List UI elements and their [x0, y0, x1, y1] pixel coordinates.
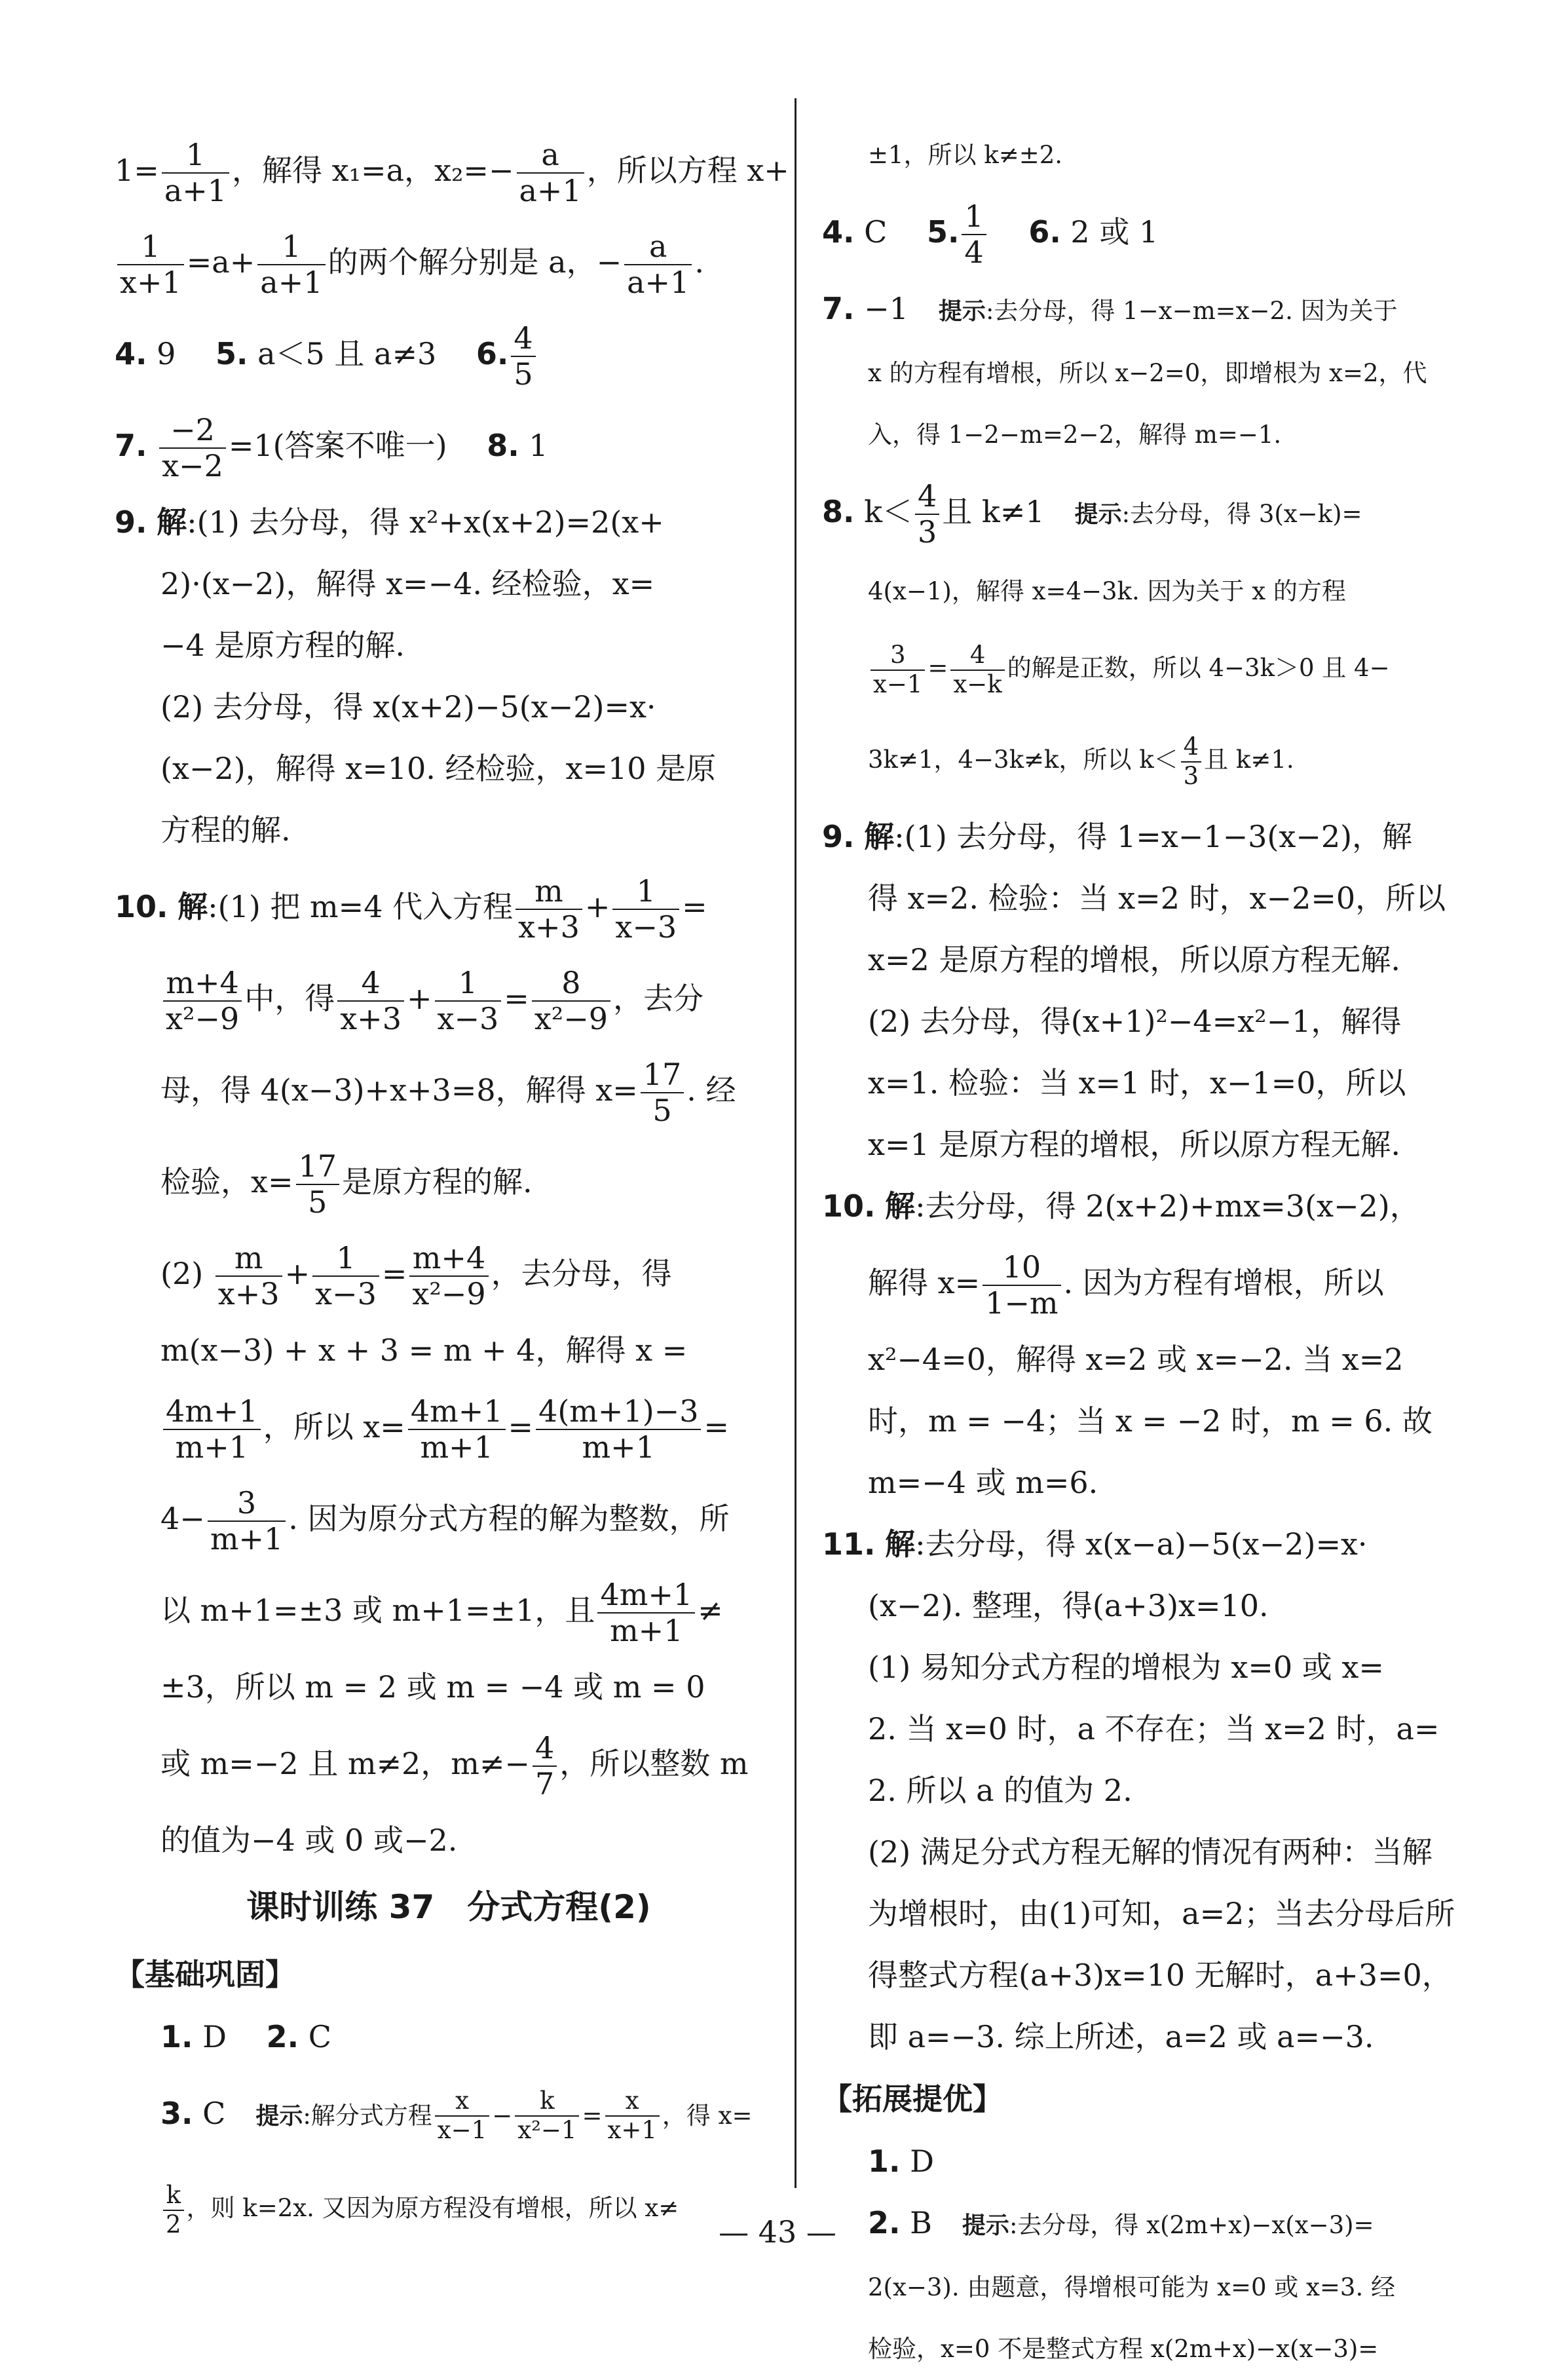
- answer-text: ±3，所以 m = 2 或 m = −4 或 m = 0: [160, 1669, 705, 1705]
- solution-label: 解: [885, 1188, 916, 1224]
- text: 入，得 1−2−m=2−2，解得 m=−1.: [868, 421, 1282, 449]
- question-number: 5.: [215, 336, 248, 371]
- question-number: 8.: [822, 494, 855, 529]
- answer-line: [822, 929, 1467, 991]
- denominator: m+1: [420, 1429, 493, 1465]
- solution-label: 解: [178, 889, 208, 924]
- right-column: [822, 124, 1467, 2380]
- question-number: 6.: [476, 336, 509, 371]
- answer-line: [822, 2318, 1467, 2380]
- numerator: x: [435, 2087, 489, 2117]
- text: ，所以 x=: [263, 1409, 405, 1445]
- answer-text: 得 x=2. 检验：当 x=2 时，x−2=0，所以: [868, 880, 1446, 916]
- left-column: [115, 124, 789, 2254]
- numerator: 3: [871, 641, 925, 671]
- answer-text: =1(答案不唯一): [228, 428, 478, 463]
- text: ，则 k=2x. 又因为原方程没有增根，所以 x≠: [186, 2194, 679, 2222]
- answer-line: [115, 553, 783, 614]
- answer-line: [822, 278, 1467, 343]
- answer-line: [822, 466, 1467, 561]
- answer-text: (1) 易知分式方程的增根为 x=0 或 x=: [868, 1650, 1384, 1685]
- denominator: x−k: [953, 670, 1002, 698]
- answer-text: 方程的解.: [160, 812, 291, 848]
- text: .: [694, 244, 704, 280]
- answer-line: [822, 404, 1467, 466]
- answer-line: [822, 991, 1467, 1052]
- answer-line: [822, 1513, 1467, 1575]
- text: +: [284, 1256, 310, 1291]
- text: ，所以方程 x+: [586, 153, 789, 188]
- fraction: [435, 966, 502, 1036]
- text: 1=: [115, 153, 159, 188]
- numerator: m: [215, 1241, 282, 1277]
- numerator: m: [515, 874, 582, 910]
- answer-text: :去分母，得 2(x+2)+mx=3(x−2)，: [915, 1188, 1420, 1224]
- numerator: 4: [915, 479, 939, 515]
- numerator: x: [605, 2087, 660, 2117]
- fraction: [515, 874, 582, 945]
- text: =: [703, 1409, 730, 1445]
- denominator: 5: [308, 1184, 328, 1220]
- numerator: 17: [296, 1149, 340, 1185]
- answer-text: −1: [854, 291, 939, 326]
- fraction: [159, 413, 226, 483]
- answer-line: [822, 2006, 1467, 2068]
- answer-text: 即 a=−3. 综上所述，a=2 或 a=−3.: [868, 2019, 1374, 2054]
- denominator: 5: [514, 356, 533, 392]
- fraction: [409, 1241, 488, 1312]
- fraction: [536, 1394, 701, 1465]
- answer-text: 1: [519, 428, 548, 463]
- denominator: a+1: [519, 173, 582, 208]
- text: 以 m+1=±3 或 m+1=±1，且: [160, 1593, 595, 1628]
- text: ，得 x=: [662, 2102, 753, 2130]
- answer-line: [115, 861, 783, 953]
- hint-label: 提示: [1074, 501, 1122, 528]
- fraction: [208, 1486, 286, 1557]
- answer-text: 且 k≠1: [942, 494, 1075, 529]
- section-heading: 【拓展提优】: [822, 2081, 1003, 2117]
- denominator: x+3: [340, 1001, 402, 1036]
- question-number: 9.: [115, 504, 147, 540]
- text: ，去分: [613, 981, 704, 1016]
- denominator: x²−9: [412, 1276, 486, 1312]
- answer-text: −4 是原方程的解.: [160, 628, 405, 663]
- fraction: [950, 641, 1004, 698]
- answer-line: [822, 561, 1467, 622]
- answer-line: [115, 738, 783, 799]
- question-number: 9.: [822, 819, 855, 854]
- denominator: x−2: [162, 448, 223, 483]
- fraction: [312, 1241, 379, 1312]
- fraction: [511, 321, 535, 392]
- text: :去分母，得 3(x−k)=: [1121, 500, 1362, 528]
- denominator: a+1: [627, 265, 690, 300]
- answer-line: [822, 1452, 1467, 1513]
- numerator: 1: [962, 199, 986, 235]
- answer-line: [822, 1698, 1467, 1760]
- fraction: [624, 229, 692, 300]
- answer-line: [115, 953, 783, 1044]
- text: 中，得: [244, 981, 335, 1016]
- answer-text: 2. 当 x=0 时，a 不存在；当 x=2 时，a=: [868, 1711, 1440, 1747]
- numerator: m+4: [163, 966, 242, 1002]
- answer-line: [115, 2006, 783, 2068]
- denominator: m+1: [582, 1429, 655, 1465]
- answer-line: [822, 1760, 1467, 1821]
- text: . 经: [686, 1072, 736, 1108]
- answer-line: [115, 1319, 783, 1381]
- answer-line: [822, 1175, 1467, 1237]
- answer-line: [115, 400, 783, 491]
- answer-text: m=−4 或 m=6.: [868, 1465, 1098, 1500]
- text: x 的方程有增根，所以 x−2=0，即增根为 x=2，代: [868, 359, 1427, 387]
- text: 的解是正数，所以 4−3k＞0 且 4−: [1007, 654, 1390, 682]
- solution-label: 解: [157, 504, 187, 540]
- answer-text: k＜: [854, 494, 912, 529]
- solution-label: 解: [885, 1526, 916, 1562]
- numerator: 4m+1: [597, 1577, 695, 1614]
- question-number: 3.: [160, 2096, 193, 2131]
- text: 4−: [160, 1501, 205, 1536]
- question-number: 1.: [868, 2144, 901, 2179]
- answer-line: [822, 1821, 1467, 1883]
- numerator: m+4: [409, 1241, 488, 1277]
- answer-line: [115, 216, 783, 308]
- denominator: 7: [534, 1766, 555, 1802]
- fraction: [641, 1057, 684, 1128]
- answer-text: C: [193, 2096, 256, 2131]
- section-heading: 【基础巩固】: [115, 1957, 295, 1992]
- text: (2): [160, 1256, 204, 1291]
- numerator: 3: [208, 1486, 286, 1522]
- numerator: 4: [337, 966, 404, 1002]
- answer-line: [115, 1656, 783, 1718]
- answer-text: D: [900, 2144, 934, 2179]
- text: =: [927, 654, 948, 682]
- denominator: x+1: [607, 2116, 657, 2144]
- answer-line: [822, 124, 1467, 186]
- answer-text: (2) 去分母，得 x(x+2)−5(x−2)=x·: [160, 689, 656, 725]
- answer-line: [822, 1390, 1467, 1452]
- text: =a+: [186, 244, 255, 280]
- answer-text: 2)·(x−2)，解得 x=−4. 经检验，x=: [160, 566, 655, 601]
- fraction: [915, 479, 939, 550]
- text: 2(x−3). 由题意，得增根可能为 x=0 或 x=3. 经: [868, 2273, 1395, 2301]
- answer-text: x=1 是原方程的增根，所以原方程无解.: [868, 1127, 1400, 1162]
- question-number: 10.: [115, 889, 168, 924]
- question-number: 10.: [822, 1188, 876, 1224]
- text: =: [582, 2102, 603, 2130]
- denominator: m+1: [175, 1429, 249, 1465]
- answer-line: [822, 186, 1467, 278]
- text: 母，得 4(x−3)+x+3=8，解得 x=: [160, 1072, 638, 1108]
- answer-line: [822, 1329, 1467, 1390]
- answer-line: [115, 491, 783, 553]
- answer-line: [822, 1636, 1467, 1698]
- answer-line: [822, 1052, 1467, 1114]
- numerator: 1: [612, 874, 679, 910]
- denominator: x−3: [315, 1276, 377, 1312]
- answer-line: [822, 2257, 1467, 2318]
- question-number: 5.: [926, 214, 960, 250]
- answer-text: 时，m = −4；当 x = −2 时，m = 6. 故: [868, 1403, 1433, 1439]
- answer-text: D: [193, 2019, 257, 2054]
- hint-label: 提示: [255, 2103, 303, 2130]
- fraction: [605, 2087, 660, 2144]
- answer-text: 的值为−4 或 0 或−2.: [160, 1823, 458, 1858]
- answer-line: [822, 867, 1467, 929]
- numerator: k: [163, 2182, 184, 2211]
- text: . 因为方程有增根，所以: [1063, 1265, 1384, 1300]
- numerator: 4m+1: [163, 1394, 261, 1430]
- text: 4(x−1)，解得 x=4−3k. 因为关于 x 的方程: [868, 577, 1346, 605]
- denominator: a+1: [164, 173, 227, 208]
- answer-text: x²−4=0，解得 x=2 或 x=−2. 当 x=2: [868, 1342, 1404, 1377]
- answer-line: [115, 1136, 783, 1228]
- question-number: 4.: [115, 336, 147, 371]
- answer-line: [822, 1883, 1467, 1944]
- section-title: 课时训练 37 分式方程(2): [246, 1888, 651, 1926]
- answer-line: [115, 308, 783, 400]
- answer-text: C: [854, 214, 918, 250]
- answer-line: [822, 1944, 1467, 2006]
- text: =: [508, 1409, 534, 1445]
- text: +: [584, 889, 610, 924]
- answer-line: [115, 676, 783, 738]
- answer-text: :(1) 去分母，得 x²+x(x+2)=2(x+: [187, 504, 664, 540]
- answer-line: [115, 799, 783, 861]
- answer-line: [822, 622, 1467, 714]
- column-divider: [795, 98, 796, 2188]
- answer-text: 为增根时，由(1)可知，a=2；当去分母后所: [868, 1896, 1455, 1931]
- answer-line: [115, 1809, 783, 1871]
- answer-text: a＜5 且 a≠3: [248, 336, 467, 371]
- denominator: x−3: [615, 909, 677, 945]
- solution-label: 解: [864, 819, 895, 854]
- fraction: [117, 229, 184, 300]
- numerator: −2: [159, 413, 226, 449]
- numerator: 4: [1181, 733, 1202, 763]
- fraction: [871, 641, 925, 698]
- text: ≠: [698, 1593, 723, 1628]
- answer-text: (2) 去分母，得(x+1)²−4=x²−1，解得: [868, 1004, 1402, 1039]
- text: :解分式方程: [303, 2102, 432, 2130]
- question-number: 1.: [160, 2019, 193, 2054]
- denominator: x+1: [120, 265, 181, 300]
- answer-text: (x−2). 整理，得(a+3)x=10.: [868, 1588, 1269, 1623]
- answer-line: [115, 1718, 783, 1809]
- denominator: x²−1: [517, 2116, 577, 2144]
- text: 且 k≠1.: [1204, 746, 1294, 774]
- question-number: 11.: [822, 1526, 876, 1562]
- fraction: [597, 1577, 695, 1648]
- answer-text: 得整式方程(a+3)x=10 无解时，a+3=0，: [868, 1957, 1452, 1993]
- text: −: [492, 2102, 513, 2130]
- answer-text: 2. 所以 a 的值为 2.: [868, 1773, 1133, 1808]
- answer-line: [822, 343, 1467, 404]
- hint-label: 提示: [938, 298, 986, 325]
- answer-line: [115, 124, 789, 216]
- numerator: a: [517, 138, 584, 174]
- answer-line: [822, 1114, 1467, 1175]
- answer-text: m(x−3) + x + 3 = m + 4，解得 x =: [160, 1332, 688, 1368]
- question-number: 7.: [822, 291, 855, 326]
- numerator: 4: [533, 1731, 557, 1767]
- numerator: 4: [511, 321, 535, 357]
- answer-line: [822, 2130, 1467, 2192]
- denominator: 2: [166, 2210, 181, 2238]
- answer-text: x=1. 检验：当 x=1 时，x−1=0，所以: [868, 1065, 1406, 1101]
- denominator: 1−m: [985, 1285, 1059, 1321]
- text: =: [682, 889, 707, 924]
- text: ，解得 x₁=a，x₂=−: [232, 153, 514, 188]
- fraction: [337, 966, 404, 1036]
- numerator: 1: [162, 138, 229, 174]
- text: 或 m=−2 且 m≠2，m≠−: [160, 1746, 530, 1781]
- fraction: [515, 2087, 579, 2144]
- text: . 因为原分式方程的解为整数，所: [288, 1501, 730, 1536]
- numerator: 10: [983, 1250, 1060, 1286]
- fraction: [215, 1241, 282, 1312]
- answer-line: [822, 714, 1467, 806]
- answer-text: B: [900, 2205, 962, 2240]
- numerator: k: [515, 2087, 579, 2117]
- answer-text: (x−2)，解得 x=10. 经检验，x=10 是原: [160, 751, 717, 786]
- denominator: x²−9: [534, 1001, 609, 1036]
- denominator: 3: [1183, 761, 1199, 790]
- question-number: 4.: [822, 214, 855, 250]
- denominator: x²−9: [166, 1001, 240, 1036]
- numerator: 17: [641, 1057, 684, 1093]
- numerator: 1: [117, 229, 184, 265]
- answer-line: [115, 1473, 783, 1564]
- answer-line: [115, 614, 783, 676]
- denominator: x−1: [873, 670, 923, 698]
- numerator: 4: [950, 641, 1004, 671]
- numerator: 1: [257, 229, 325, 265]
- numerator: a: [624, 229, 692, 265]
- denominator: x−1: [437, 2116, 487, 2144]
- denominator: x−3: [437, 1001, 499, 1036]
- text: ，所以整数 m: [559, 1746, 749, 1781]
- answer-text: C: [299, 2019, 331, 2054]
- text: 解得 x=: [868, 1265, 981, 1300]
- question-number: 7.: [115, 428, 147, 463]
- text: =: [504, 981, 529, 1016]
- fraction: [162, 138, 229, 208]
- answer-line: [115, 1044, 783, 1136]
- fraction: [983, 1250, 1060, 1321]
- fraction: [408, 1394, 506, 1465]
- denominator: 3: [917, 514, 937, 550]
- denominator: m+1: [610, 1613, 683, 1648]
- answer-text: x=2 是原方程的增根，所以原方程无解.: [868, 942, 1400, 977]
- fraction: [163, 966, 242, 1036]
- text: :去分母，得 x(2m+x)−x(x−3)=: [1009, 2211, 1374, 2239]
- numerator: 1: [312, 1241, 379, 1277]
- fraction: [296, 1149, 340, 1220]
- fraction: [435, 2087, 489, 2144]
- denominator: a+1: [260, 265, 323, 300]
- answer-text: :去分母，得 x(x−a)−5(x−2)=x·: [915, 1526, 1368, 1562]
- question-number: 2.: [266, 2019, 299, 2054]
- denominator: x+3: [217, 1276, 280, 1312]
- fraction: [1181, 733, 1202, 790]
- text: 3k≠1，4−3k≠k，所以 k＜: [868, 746, 1178, 774]
- answer-text: :(1) 把 m=4 代入方程: [208, 889, 514, 924]
- answer-line: [822, 1575, 1467, 1636]
- numerator: 4(m+1)−3: [536, 1394, 701, 1430]
- fraction: [517, 138, 584, 208]
- fraction: [257, 229, 325, 300]
- question-number: 2.: [868, 2205, 901, 2240]
- answer-text: 9: [147, 336, 206, 371]
- fraction: [532, 966, 610, 1036]
- text: +: [406, 981, 432, 1016]
- text: 检验，x=: [160, 1164, 293, 1199]
- page-number: — 43 —: [719, 2214, 836, 2250]
- answer-text: :(1) 去分母，得 1=x−1−3(x−2)，解: [894, 819, 1413, 854]
- answer-line: [822, 1237, 1467, 1329]
- numerator: 1: [435, 966, 502, 1002]
- numerator: 4m+1: [408, 1394, 506, 1430]
- denominator: 5: [652, 1093, 672, 1128]
- fraction: [163, 1394, 261, 1465]
- text: 检验，x=0 不是整式方程 x(2m+x)−x(x−3)=: [868, 2335, 1379, 2363]
- answer-line: [115, 1381, 783, 1473]
- text: 的两个解分别是 a，−: [328, 244, 622, 280]
- fraction: [533, 1731, 557, 1802]
- answer-text: (2) 满足分式方程无解的情况有两种：当解: [868, 1834, 1433, 1870]
- text: =: [381, 1256, 407, 1291]
- fraction: [962, 199, 986, 270]
- question-number: 6.: [1028, 214, 1061, 250]
- denominator: m+1: [210, 1521, 284, 1557]
- answer-text: ±1，所以 k≠±2.: [868, 141, 1063, 169]
- answer-line: [115, 1228, 783, 1319]
- answer-text: 2 或 1: [1060, 214, 1159, 250]
- text: 是原方程的解.: [342, 1164, 533, 1199]
- text: ，去分母，得: [491, 1256, 672, 1291]
- denominator: 4: [964, 235, 984, 270]
- numerator: 8: [532, 966, 610, 1002]
- question-number: 8.: [487, 428, 519, 463]
- text: :去分母，得 1−x−m=x−2. 因为关于: [985, 297, 1398, 325]
- hint-label: 提示: [962, 2212, 1009, 2239]
- fraction: [612, 874, 679, 945]
- answer-line: [822, 806, 1467, 867]
- denominator: x+3: [518, 909, 580, 945]
- answer-line: [115, 2068, 783, 2163]
- answer-line: [115, 1564, 783, 1656]
